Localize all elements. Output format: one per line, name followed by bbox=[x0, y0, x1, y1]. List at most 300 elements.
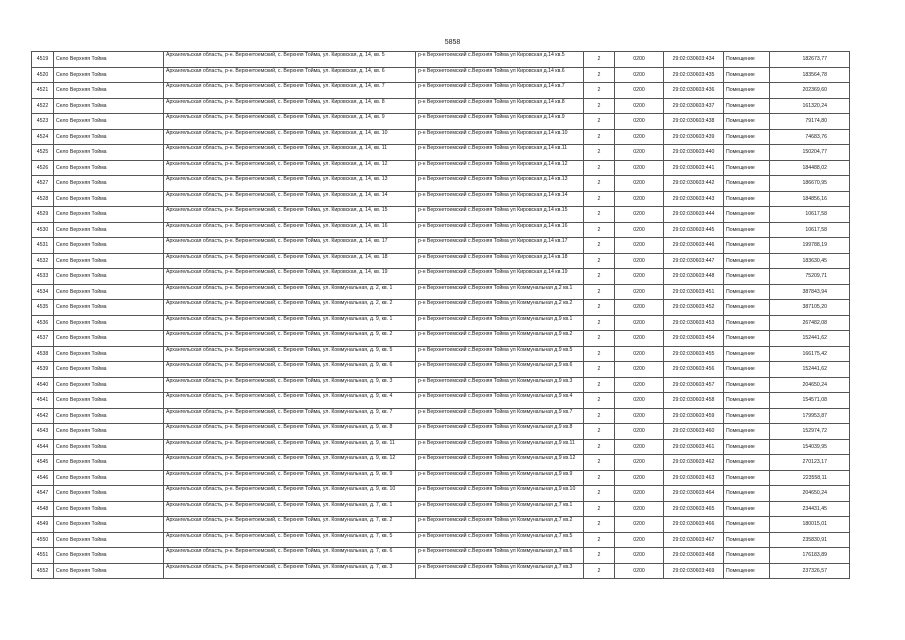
count-cell: 2 bbox=[584, 238, 615, 254]
cadastral-number-cell: 29:02:030603:451 bbox=[664, 284, 724, 300]
table-row bbox=[32, 238, 850, 254]
cadastral-number-cell: 29:02:030603:463 bbox=[664, 470, 724, 486]
code-cell: 0200 bbox=[615, 284, 664, 300]
row-number-cell: 4527 bbox=[32, 176, 54, 192]
settlement-cell: Село Верхняя Тойма bbox=[54, 129, 164, 145]
row-number-cell: 4548 bbox=[32, 501, 54, 517]
row-number-cell: 4520 bbox=[32, 67, 54, 83]
code-cell: 0200 bbox=[615, 222, 664, 238]
row-number-cell: 4526 bbox=[32, 160, 54, 176]
object-type-cell: Помещение bbox=[724, 424, 770, 440]
code-cell: 0200 bbox=[615, 548, 664, 564]
cadastral-number-cell: 29:02:030603:437 bbox=[664, 98, 724, 114]
address-cell: Архангельская область, р-н. Верхнетоемский, с. Верхняя Тойма, ул. Коммунальная, д. 9, кв. 12 bbox=[164, 455, 416, 471]
object-type-cell: Помещение bbox=[724, 253, 770, 269]
settlement-cell: Село Верхняя Тойма bbox=[54, 67, 164, 83]
address-cell: Архангельская область, р-н. Верхнетоемский, с. Верхняя Тойма, ул. Коммунальная, д. 7, кв. 5 bbox=[164, 532, 416, 548]
settlement-cell: Село Верхняя Тойма bbox=[54, 346, 164, 362]
table-row bbox=[32, 331, 850, 347]
value-cell: 150204,77 bbox=[770, 145, 850, 161]
address-cell: Архангельская область, р-н. Верхнетоемский, с. Верхняя Тойма, ул. Коммунальная, д. 9, кв. 1 bbox=[164, 315, 416, 331]
address-short-cell: р-н Верхнетоемский с.Верхняя Тойма ул Кировская д.14 кв.10 bbox=[416, 129, 584, 145]
settlement-cell: Село Верхняя Тойма bbox=[54, 269, 164, 285]
count-cell: 2 bbox=[584, 207, 615, 223]
row-number-cell: 4524 bbox=[32, 129, 54, 145]
address-cell: Архангельская область, р-н. Верхнетоемский, с. Верхняя Тойма, ул. Кировская, д. 14, кв. 12 bbox=[164, 160, 416, 176]
value-cell: 202369,60 bbox=[770, 83, 850, 99]
address-cell: Архангельская область, р-н. Верхнетоемский, с. Верхняя Тойма, ул. Кировская, д. 14, кв. 8 bbox=[164, 98, 416, 114]
cadastral-number-cell: 29:02:030603:443 bbox=[664, 191, 724, 207]
cadastral-number-cell: 29:02:030603:465 bbox=[664, 501, 724, 517]
address-cell: Архангельская область, р-н. Верхнетоемский, с. Верхняя Тойма, ул. Кировская, д. 14, кв. 5 bbox=[164, 52, 416, 68]
address-short-cell: р-н Верхнетоемский с.Верхняя Тойма ул Коммунальная д.9 кв.8 bbox=[416, 424, 584, 440]
address-cell: Архангельская область, р-н. Верхнетоемский, с. Верхняя Тойма, ул. Коммунальная, д. 7, кв. 6 bbox=[164, 548, 416, 564]
settlement-cell: Село Верхняя Тойма bbox=[54, 331, 164, 347]
settlement-cell: Село Верхняя Тойма bbox=[54, 222, 164, 238]
value-cell: 166175,42 bbox=[770, 346, 850, 362]
settlement-cell: Село Верхняя Тойма bbox=[54, 207, 164, 223]
value-cell: 154039,95 bbox=[770, 439, 850, 455]
object-type-cell: Помещение bbox=[724, 160, 770, 176]
address-cell: Архангельская область, р-н. Верхнетоемский, с. Верхняя Тойма, ул. Кировская, д. 14, кв. 6 bbox=[164, 67, 416, 83]
row-number-cell: 4522 bbox=[32, 98, 54, 114]
object-type-cell: Помещение bbox=[724, 98, 770, 114]
address-cell: Архангельская область, р-н. Верхнетоемский, с. Верхняя Тойма, ул. Кировская, д. 14, кв. 14 bbox=[164, 191, 416, 207]
table-row bbox=[32, 532, 850, 548]
count-cell: 2 bbox=[584, 501, 615, 517]
value-cell: 183630,45 bbox=[770, 253, 850, 269]
settlement-cell: Село Верхняя Тойма bbox=[54, 486, 164, 502]
settlement-cell: Село Верхняя Тойма bbox=[54, 284, 164, 300]
count-cell: 2 bbox=[584, 486, 615, 502]
value-cell: 180015,01 bbox=[770, 517, 850, 533]
table-row bbox=[32, 408, 850, 424]
code-cell: 0200 bbox=[615, 455, 664, 471]
page-number: 5858 bbox=[444, 39, 461, 46]
row-number-cell: 4543 bbox=[32, 424, 54, 440]
row-number-cell: 4528 bbox=[32, 191, 54, 207]
count-cell: 2 bbox=[584, 331, 615, 347]
address-cell: Архангельская область, р-н. Верхнетоемский, с. Верхняя Тойма, ул. Кировская, д. 14, кв. 16 bbox=[164, 222, 416, 238]
value-cell: 237326,57 bbox=[770, 563, 850, 579]
address-cell: Архангельская область, р-н. Верхнетоемский, с. Верхняя Тойма, ул. Кировская, д. 14, кв. 18 bbox=[164, 253, 416, 269]
count-cell: 2 bbox=[584, 98, 615, 114]
settlement-cell: Село Верхняя Тойма bbox=[54, 532, 164, 548]
address-short-cell: р-н Верхнетоемский с.Верхняя Тойма ул Коммунальная д.9 кв.12 bbox=[416, 455, 584, 471]
address-cell: Архангельская область, р-н. Верхнетоемский, с. Верхняя Тойма, ул. Коммунальная, д. 9, кв. 3 bbox=[164, 377, 416, 393]
address-short-cell: р-н Верхнетоемский с.Верхняя Тойма ул Коммунальная д.9 кв.10 bbox=[416, 486, 584, 502]
cadastral-number-cell: 29:02:030603:448 bbox=[664, 269, 724, 285]
count-cell: 2 bbox=[584, 470, 615, 486]
address-cell: Архангельская область, р-н. Верхнетоемский, с. Верхняя Тойма, ул. Коммунальная, д. 9, кв. 2 bbox=[164, 331, 416, 347]
table-row bbox=[32, 300, 850, 316]
value-cell: 199788,19 bbox=[770, 238, 850, 254]
settlement-cell: Село Верхняя Тойма bbox=[54, 563, 164, 579]
property-table bbox=[31, 51, 850, 579]
address-short-cell: р-н Верхнетоемский с.Верхняя Тойма ул Кировская д.14 кв.17 bbox=[416, 238, 584, 254]
count-cell: 2 bbox=[584, 269, 615, 285]
object-type-cell: Помещение bbox=[724, 470, 770, 486]
address-short-cell: р-н Верхнетоемский с.Верхняя Тойма ул Кировская д.14 кв.19 bbox=[416, 269, 584, 285]
cadastral-number-cell: 29:02:030603:442 bbox=[664, 176, 724, 192]
cadastral-number-cell: 29:02:030603:469 bbox=[664, 563, 724, 579]
object-type-cell: Помещение bbox=[724, 377, 770, 393]
row-number-cell: 4541 bbox=[32, 393, 54, 409]
object-type-cell: Помещение bbox=[724, 207, 770, 223]
value-cell: 176183,89 bbox=[770, 548, 850, 564]
row-number-cell: 4537 bbox=[32, 331, 54, 347]
object-type-cell: Помещение bbox=[724, 315, 770, 331]
table-row bbox=[32, 98, 850, 114]
address-short-cell: р-н Верхнетоемский с.Верхняя Тойма ул Коммунальная д.9 кв.7 bbox=[416, 408, 584, 424]
count-cell: 2 bbox=[584, 284, 615, 300]
row-number-cell: 4531 bbox=[32, 238, 54, 254]
row-number-cell: 4519 bbox=[32, 52, 54, 68]
address-short-cell: р-н Верхнетоемский с.Верхняя Тойма ул Кировская д.14 кв.18 bbox=[416, 253, 584, 269]
value-cell: 152974,72 bbox=[770, 424, 850, 440]
row-number-cell: 4539 bbox=[32, 362, 54, 378]
address-cell: Архангельская область, р-н. Верхнетоемский, с. Верхняя Тойма, ул. Кировская, д. 14, кв. 10 bbox=[164, 129, 416, 145]
table-row bbox=[32, 145, 850, 161]
count-cell: 2 bbox=[584, 346, 615, 362]
address-short-cell: р-н Верхнетоемский с.Верхняя Тойма ул Коммунальная д.7 кв.3 bbox=[416, 563, 584, 579]
value-cell: 10617,58 bbox=[770, 207, 850, 223]
value-cell: 152441,62 bbox=[770, 331, 850, 347]
value-cell: 387105,20 bbox=[770, 300, 850, 316]
count-cell: 2 bbox=[584, 315, 615, 331]
count-cell: 2 bbox=[584, 160, 615, 176]
code-cell: 0200 bbox=[615, 563, 664, 579]
code-cell: 0200 bbox=[615, 331, 664, 347]
address-short-cell: р-н Верхнетоемский с.Верхняя Тойма ул Кировская д.14 кв.9 bbox=[416, 114, 584, 130]
code-cell: 0200 bbox=[615, 176, 664, 192]
cadastral-number-cell: 29:02:030603:466 bbox=[664, 517, 724, 533]
code-cell: 0200 bbox=[615, 300, 664, 316]
table-row bbox=[32, 424, 850, 440]
address-cell: Архангельская область, р-н. Верхнетоемский, с. Верхняя Тойма, ул. Коммунальная, д. 7, кв. 3 bbox=[164, 563, 416, 579]
value-cell: 182673,77 bbox=[770, 52, 850, 68]
code-cell: 0200 bbox=[615, 160, 664, 176]
object-type-cell: Помещение bbox=[724, 563, 770, 579]
object-type-cell: Помещение bbox=[724, 176, 770, 192]
address-short-cell: р-н Верхнетоемский с.Верхняя Тойма ул Коммунальная д.2 кв.1 bbox=[416, 284, 584, 300]
settlement-cell: Село Верхняя Тойма bbox=[54, 377, 164, 393]
row-number-cell: 4540 bbox=[32, 377, 54, 393]
cadastral-number-cell: 29:02:030603:452 bbox=[664, 300, 724, 316]
cadastral-number-cell: 29:02:030603:454 bbox=[664, 331, 724, 347]
table-row bbox=[32, 393, 850, 409]
row-number-cell: 4550 bbox=[32, 532, 54, 548]
cadastral-number-cell: 29:02:030603:444 bbox=[664, 207, 724, 223]
value-cell: 184488,02 bbox=[770, 160, 850, 176]
table-row bbox=[32, 563, 850, 579]
object-type-cell: Помещение bbox=[724, 346, 770, 362]
address-cell: Архангельская область, р-н. Верхнетоемский, с. Верхняя Тойма, ул. Коммунальная, д. 9, кв. 9 bbox=[164, 470, 416, 486]
code-cell: 0200 bbox=[615, 98, 664, 114]
table-row bbox=[32, 52, 850, 68]
cadastral-number-cell: 29:02:030603:434 bbox=[664, 52, 724, 68]
address-short-cell: р-н Верхнетоемский с.Верхняя Тойма ул Кировская д.14 кв.11 bbox=[416, 145, 584, 161]
settlement-cell: Село Верхняя Тойма bbox=[54, 52, 164, 68]
code-cell: 0200 bbox=[615, 52, 664, 68]
value-cell: 184856,16 bbox=[770, 191, 850, 207]
value-cell: 75209,71 bbox=[770, 269, 850, 285]
code-cell: 0200 bbox=[615, 424, 664, 440]
value-cell: 161320,24 bbox=[770, 98, 850, 114]
object-type-cell: Помещение bbox=[724, 362, 770, 378]
row-number-cell: 4549 bbox=[32, 517, 54, 533]
address-short-cell: р-н Верхнетоемский с.Верхняя Тойма ул Коммунальная д.9 кв.2 bbox=[416, 331, 584, 347]
table-row bbox=[32, 470, 850, 486]
address-cell: Архангельская область, р-н. Верхнетоемский, с. Верхняя Тойма, ул. Кировская, д. 14, кв. 11 bbox=[164, 145, 416, 161]
settlement-cell: Село Верхняя Тойма bbox=[54, 548, 164, 564]
value-cell: 234431,45 bbox=[770, 501, 850, 517]
object-type-cell: Помещение bbox=[724, 486, 770, 502]
address-cell: Архангельская область, р-н. Верхнетоемский, с. Верхняя Тойма, ул. Коммунальная, д. 7, кв. 2 bbox=[164, 517, 416, 533]
table-row bbox=[32, 129, 850, 145]
object-type-cell: Помещение bbox=[724, 67, 770, 83]
address-short-cell: р-н Верхнетоемский с.Верхняя Тойма ул Кировская д.14 кв.13 bbox=[416, 176, 584, 192]
address-short-cell: р-н Верхнетоемский с.Верхняя Тойма ул Коммунальная д.9 кв.4 bbox=[416, 393, 584, 409]
table-row bbox=[32, 67, 850, 83]
object-type-cell: Помещение bbox=[724, 269, 770, 285]
code-cell: 0200 bbox=[615, 114, 664, 130]
value-cell: 270123,17 bbox=[770, 455, 850, 471]
address-cell: Архангельская область, р-н. Верхнетоемский, с. Верхняя Тойма, ул. Коммунальная, д. 9, кв. 10 bbox=[164, 486, 416, 502]
value-cell: 387843,94 bbox=[770, 284, 850, 300]
object-type-cell: Помещение bbox=[724, 439, 770, 455]
cadastral-number-cell: 29:02:030603:468 bbox=[664, 548, 724, 564]
code-cell: 0200 bbox=[615, 207, 664, 223]
count-cell: 2 bbox=[584, 67, 615, 83]
table-row bbox=[32, 207, 850, 223]
code-cell: 0200 bbox=[615, 470, 664, 486]
code-cell: 0200 bbox=[615, 517, 664, 533]
table-row bbox=[32, 501, 850, 517]
count-cell: 2 bbox=[584, 114, 615, 130]
row-number-cell: 4529 bbox=[32, 207, 54, 223]
table-row bbox=[32, 253, 850, 269]
code-cell: 0200 bbox=[615, 377, 664, 393]
address-short-cell: р-н Верхнетоемский с.Верхняя Тойма ул Коммунальная д.9 кв.9 bbox=[416, 470, 584, 486]
object-type-cell: Помещение bbox=[724, 548, 770, 564]
address-cell: Архангельская область, р-н. Верхнетоемский, с. Верхняя Тойма, ул. Коммунальная, д. 9, кв. 7 bbox=[164, 408, 416, 424]
cadastral-number-cell: 29:02:030603:436 bbox=[664, 83, 724, 99]
count-cell: 2 bbox=[584, 362, 615, 378]
count-cell: 2 bbox=[584, 129, 615, 145]
code-cell: 0200 bbox=[615, 269, 664, 285]
code-cell: 0200 bbox=[615, 486, 664, 502]
object-type-cell: Помещение bbox=[724, 145, 770, 161]
row-number-cell: 4547 bbox=[32, 486, 54, 502]
settlement-cell: Село Верхняя Тойма bbox=[54, 253, 164, 269]
table-row bbox=[32, 284, 850, 300]
address-cell: Архангельская область, р-н. Верхнетоемский, с. Верхняя Тойма, ул. Коммунальная, д. 9, кв. 4 bbox=[164, 393, 416, 409]
object-type-cell: Помещение bbox=[724, 455, 770, 471]
address-cell: Архангельская область, р-н. Верхнетоемский, с. Верхняя Тойма, ул. Коммунальная, д. 9, кв. 6 bbox=[164, 362, 416, 378]
cadastral-number-cell: 29:02:030603:439 bbox=[664, 129, 724, 145]
object-type-cell: Помещение bbox=[724, 300, 770, 316]
count-cell: 2 bbox=[584, 424, 615, 440]
settlement-cell: Село Верхняя Тойма bbox=[54, 439, 164, 455]
settlement-cell: Село Верхняя Тойма bbox=[54, 362, 164, 378]
settlement-cell: Село Верхняя Тойма bbox=[54, 145, 164, 161]
address-short-cell: р-н Верхнетоемский с.Верхняя Тойма ул Кировская д.14 кв.15 bbox=[416, 207, 584, 223]
cadastral-number-cell: 29:02:030603:456 bbox=[664, 362, 724, 378]
settlement-cell: Село Верхняя Тойма bbox=[54, 160, 164, 176]
value-cell: 183564,78 bbox=[770, 67, 850, 83]
value-cell: 186670,95 bbox=[770, 176, 850, 192]
code-cell: 0200 bbox=[615, 253, 664, 269]
table-row bbox=[32, 160, 850, 176]
code-cell: 0200 bbox=[615, 362, 664, 378]
cadastral-number-cell: 29:02:030603:462 bbox=[664, 455, 724, 471]
cadastral-number-cell: 29:02:030603:460 bbox=[664, 424, 724, 440]
cadastral-number-cell: 29:02:030603:441 bbox=[664, 160, 724, 176]
table-row bbox=[32, 346, 850, 362]
table-row bbox=[32, 315, 850, 331]
address-short-cell: р-н Верхнетоемский с.Верхняя Тойма ул Кировская д.14 кв.5 bbox=[416, 52, 584, 68]
value-cell: 267482,08 bbox=[770, 315, 850, 331]
count-cell: 2 bbox=[584, 52, 615, 68]
address-cell: Архангельская область, р-н. Верхнетоемский, с. Верхняя Тойма, ул. Коммунальная, д. 2, кв. 2 bbox=[164, 300, 416, 316]
value-cell: 223558,11 bbox=[770, 470, 850, 486]
table-body bbox=[32, 52, 850, 579]
object-type-cell: Помещение bbox=[724, 52, 770, 68]
row-number-cell: 4525 bbox=[32, 145, 54, 161]
address-cell: Архангельская область, р-н. Верхнетоемский, с. Верхняя Тойма, ул. Кировская, д. 14, кв. 17 bbox=[164, 238, 416, 254]
cadastral-number-cell: 29:02:030603:435 bbox=[664, 67, 724, 83]
cadastral-number-cell: 29:02:030603:459 bbox=[664, 408, 724, 424]
address-short-cell: р-н Верхнетоемский с.Верхняя Тойма ул Кировская д.14 кв.6 bbox=[416, 67, 584, 83]
cadastral-number-cell: 29:02:030603:455 bbox=[664, 346, 724, 362]
address-short-cell: р-н Верхнетоемский с.Верхняя Тойма ул Коммунальная д.9 кв.1 bbox=[416, 315, 584, 331]
settlement-cell: Село Верхняя Тойма bbox=[54, 191, 164, 207]
address-short-cell: р-н Верхнетоемский с.Верхняя Тойма ул Коммунальная д.7 кв.2 bbox=[416, 517, 584, 533]
cadastral-number-cell: 29:02:030603:446 bbox=[664, 238, 724, 254]
address-short-cell: р-н Верхнетоемский с.Верхняя Тойма ул Коммунальная д.7 кв.1 bbox=[416, 501, 584, 517]
count-cell: 2 bbox=[584, 83, 615, 99]
cadastral-number-cell: 29:02:030603:440 bbox=[664, 145, 724, 161]
row-number-cell: 4523 bbox=[32, 114, 54, 130]
cadastral-number-cell: 29:02:030603:461 bbox=[664, 439, 724, 455]
address-short-cell: р-н Верхнетоемский с.Верхняя Тойма ул Коммунальная д.2 кв.2 bbox=[416, 300, 584, 316]
settlement-cell: Село Верхняя Тойма bbox=[54, 408, 164, 424]
address-short-cell: р-н Верхнетоемский с.Верхняя Тойма ул Коммунальная д.9 кв.5 bbox=[416, 346, 584, 362]
settlement-cell: Село Верхняя Тойма bbox=[54, 393, 164, 409]
object-type-cell: Помещение bbox=[724, 393, 770, 409]
object-type-cell: Помещение bbox=[724, 238, 770, 254]
value-cell: 179953,87 bbox=[770, 408, 850, 424]
value-cell: 154571,08 bbox=[770, 393, 850, 409]
count-cell: 2 bbox=[584, 408, 615, 424]
settlement-cell: Село Верхняя Тойма bbox=[54, 315, 164, 331]
count-cell: 2 bbox=[584, 439, 615, 455]
cadastral-number-cell: 29:02:030603:457 bbox=[664, 377, 724, 393]
value-cell: 10617,58 bbox=[770, 222, 850, 238]
table-row bbox=[32, 222, 850, 238]
settlement-cell: Село Верхняя Тойма bbox=[54, 83, 164, 99]
settlement-cell: Село Верхняя Тойма bbox=[54, 470, 164, 486]
settlement-cell: Село Верхняя Тойма bbox=[54, 114, 164, 130]
settlement-cell: Село Верхняя Тойма bbox=[54, 176, 164, 192]
count-cell: 2 bbox=[584, 455, 615, 471]
settlement-cell: Село Верхняя Тойма bbox=[54, 455, 164, 471]
cadastral-number-cell: 29:02:030603:445 bbox=[664, 222, 724, 238]
table-row bbox=[32, 191, 850, 207]
count-cell: 2 bbox=[584, 222, 615, 238]
object-type-cell: Помещение bbox=[724, 408, 770, 424]
cadastral-number-cell: 29:02:030603:458 bbox=[664, 393, 724, 409]
settlement-cell: Село Верхняя Тойма bbox=[54, 424, 164, 440]
code-cell: 0200 bbox=[615, 238, 664, 254]
row-number-cell: 4530 bbox=[32, 222, 54, 238]
value-cell: 204650,24 bbox=[770, 377, 850, 393]
count-cell: 2 bbox=[584, 176, 615, 192]
table-row bbox=[32, 439, 850, 455]
row-number-cell: 4533 bbox=[32, 269, 54, 285]
code-cell: 0200 bbox=[615, 67, 664, 83]
address-cell: Архангельская область, р-н. Верхнетоемский, с. Верхняя Тойма, ул. Кировская, д. 14, кв. 9 bbox=[164, 114, 416, 130]
row-number-cell: 4521 bbox=[32, 83, 54, 99]
address-cell: Архангельская область, р-н. Верхнетоемский, с. Верхняя Тойма, ул. Коммунальная, д. 9, кв. 5 bbox=[164, 346, 416, 362]
code-cell: 0200 bbox=[615, 393, 664, 409]
value-cell: 235830,91 bbox=[770, 532, 850, 548]
object-type-cell: Помещение bbox=[724, 83, 770, 99]
object-type-cell: Помещение bbox=[724, 284, 770, 300]
row-number-cell: 4542 bbox=[32, 408, 54, 424]
count-cell: 2 bbox=[584, 563, 615, 579]
address-cell: Архангельская область, р-н. Верхнетоемский, с. Верхняя Тойма, ул. Кировская, д. 14, кв. 7 bbox=[164, 83, 416, 99]
row-number-cell: 4552 bbox=[32, 563, 54, 579]
table-row bbox=[32, 114, 850, 130]
value-cell: 79174,80 bbox=[770, 114, 850, 130]
address-short-cell: р-н Верхнетоемский с.Верхняя Тойма ул Кировская д.14 кв.16 bbox=[416, 222, 584, 238]
count-cell: 2 bbox=[584, 377, 615, 393]
address-short-cell: р-н Верхнетоемский с.Верхняя Тойма ул Коммунальная д.9 кв.3 bbox=[416, 377, 584, 393]
cadastral-number-cell: 29:02:030603:467 bbox=[664, 532, 724, 548]
settlement-cell: Село Верхняя Тойма bbox=[54, 501, 164, 517]
address-short-cell: р-н Верхнетоемский с.Верхняя Тойма ул Кировская д.14 кв.14 bbox=[416, 191, 584, 207]
object-type-cell: Помещение bbox=[724, 331, 770, 347]
settlement-cell: Село Верхняя Тойма bbox=[54, 517, 164, 533]
cadastral-number-cell: 29:02:030603:447 bbox=[664, 253, 724, 269]
row-number-cell: 4532 bbox=[32, 253, 54, 269]
settlement-cell: Село Верхняя Тойма bbox=[54, 300, 164, 316]
code-cell: 0200 bbox=[615, 501, 664, 517]
code-cell: 0200 bbox=[615, 346, 664, 362]
row-number-cell: 4544 bbox=[32, 439, 54, 455]
value-cell: 74683,76 bbox=[770, 129, 850, 145]
count-cell: 2 bbox=[584, 145, 615, 161]
row-number-cell: 4534 bbox=[32, 284, 54, 300]
address-short-cell: р-н Верхнетоемский с.Верхняя Тойма ул Коммунальная д.7 кв.6 bbox=[416, 548, 584, 564]
count-cell: 2 bbox=[584, 253, 615, 269]
table-row bbox=[32, 362, 850, 378]
table-row bbox=[32, 176, 850, 192]
count-cell: 2 bbox=[584, 393, 615, 409]
table-row bbox=[32, 269, 850, 285]
code-cell: 0200 bbox=[615, 129, 664, 145]
row-number-cell: 4538 bbox=[32, 346, 54, 362]
address-short-cell: р-н Верхнетоемский с.Верхняя Тойма ул Кировская д.14 кв.8 bbox=[416, 98, 584, 114]
object-type-cell: Помещение bbox=[724, 532, 770, 548]
cadastral-number-cell: 29:02:030603:453 bbox=[664, 315, 724, 331]
row-number-cell: 4536 bbox=[32, 315, 54, 331]
row-number-cell: 4551 bbox=[32, 548, 54, 564]
address-cell: Архангельская область, р-н. Верхнетоемский, с. Верхняя Тойма, ул. Коммунальная, д. 7, кв. 1 bbox=[164, 501, 416, 517]
code-cell: 0200 bbox=[615, 408, 664, 424]
